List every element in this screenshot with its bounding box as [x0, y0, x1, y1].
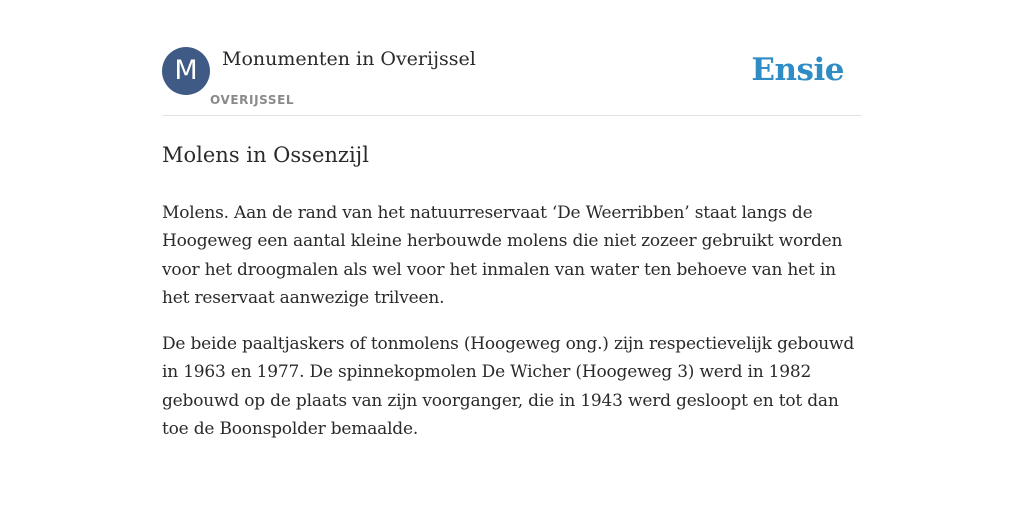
- region-link[interactable]: OVERIJSSEL: [210, 93, 295, 107]
- book-title[interactable]: Monumenten in Overijssel: [222, 48, 476, 70]
- article: [162, 139, 862, 461]
- brand-logo[interactable]: Ensie: [751, 52, 844, 88]
- avatar[interactable]: M: [162, 47, 210, 95]
- article-title: Molens in Ossenzijl: [162, 143, 369, 167]
- header: [162, 46, 862, 116]
- article-paragraph: Molens. Aan de rand van het natuurreservaat ‘De Weerribben’ staat langs de Hoogeweg een aantal kleine herbouwde molens die niet zozeer gebruikt worden voor het droogmalen als wel voor het inmalen van water ten behoeve van het in het reservaat aanwezige trilveen.: [162, 203, 843, 308]
- article-paragraph: De beide paaltjaskers of tonmolens (Hoogeweg ong.) zijn respectievelijk gebouwd in 1963 en 1977. De spinnekopmolen De Wicher (Hoogeweg 3) werd in 1982 gebouwd op de plaats van zijn voorganger, die in 1943 werd gesloopt en tot dan toe de Boonspolder bemaalde.: [162, 334, 855, 440]
